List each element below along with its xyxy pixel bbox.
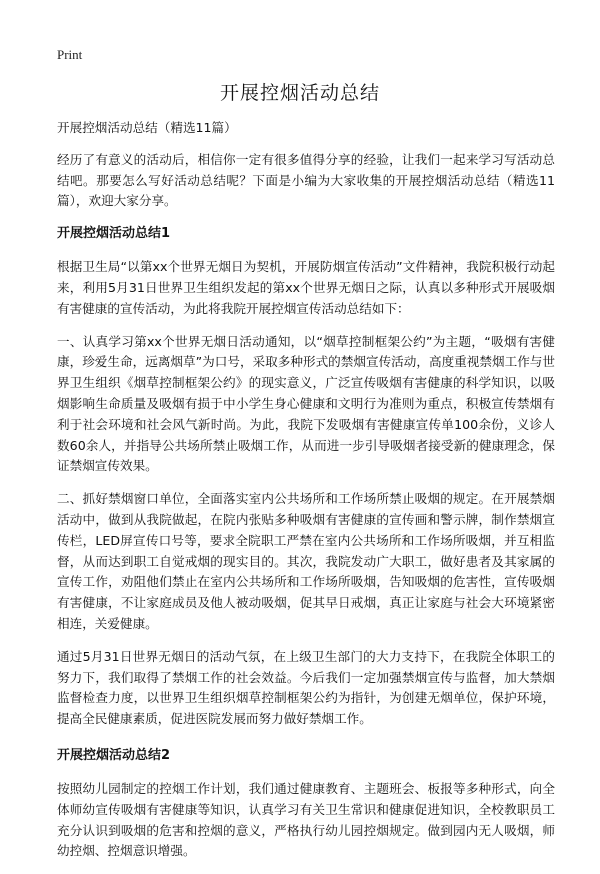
section-1-paragraph-2: 一、认真学习第xx个世界无烟日活动通知，以“烟草控制框架公约”为主题，“吸烟有害健康，珍爱生命，远离烟草”为口号，采取多种形式的禁烟宣传活动，高度重视禁烟工作与世界卫生组织《烟草控制框架公约》的现实意义，广泛宣传吸烟有害健康的科学知识，以吸烟影响生命质量及吸烟有损于中小学生身心健康和文明行为准则为重点，积极宣传禁烟有利于社会环境和社会风气新时尚。为此，我院下发吸烟有害健康宣传单100余份，义诊人数60余人，并指导公共场所禁止吸烟工作，从而进一步引导吸烟者接受新的健康理念，保证禁烟宣传效果。: [57, 333, 555, 474]
section-heading-1: 开展控烟活动总结1: [57, 226, 171, 242]
print-link[interactable]: Print: [57, 47, 83, 62]
page-title: 开展控烟活动总结: [219, 82, 380, 104]
section-2-paragraph-1: 按照幼儿园制定的控烟工作计划，我们通过健康教育、主题班会、板报等多种形式，向全体师幼宣传吸烟有害健康等知识，认真学习有关卫生常识和健康促进知识，全校教职员工充分认识到吸烟的危害和控烟的意义，严格执行幼儿园控烟规定。做到园内无人吸烟，师幼控烟、控烟意识增强。: [57, 780, 555, 859]
section-heading-2: 开展控烟活动总结2: [57, 747, 171, 763]
intro-paragraph: 经历了有意义的活动后，相信你一定有很多值得分享的经验，让我们一起来学习写活动总结吧。那要怎么写好活动总结呢？下面是小编为大家收集的开展控烟活动总结（精选11篇），欢迎大家分享。: [57, 151, 555, 209]
document-subtitle: 开展控烟活动总结（精选11篇）: [57, 120, 237, 135]
section-1-paragraph-4: 通过5月31日世界无烟日的活动气氛，在上级卫生部门的大力支持下，在我院全体职工的努力下，我们取得了禁烟工作的社会效益。今后我们一定加强禁烟宣传与监督，加大禁烟监督检查力度，以世界卫生组织烟草控制框架公约为指针，为创建无烟单位，保护环境，提高全民健康素质，促进医院发展而努力做好禁烟工作。: [57, 648, 555, 727]
section-1-paragraph-3: 二、抓好禁烟窗口单位，全面落实室内公共场所和工作场所禁止吸烟的规定。在开展禁烟活动中，做到从我院做起，在院内张贴多种吸烟有害健康的宣传画和警示牌，制作禁烟宣传栏，LED屏宣传口号等，要求全院职工严禁在室内公共场所和工作场所吸烟，并互相监督，从而达到职工自觉戒烟的现实目的。其次，我院发动广大职工，做好患者及其家属的宣传工作，劝阻他们禁止在室内公共场所和工作场所吸烟，告知吸烟的危害性，宣传吸烟有害健康，不让家庭成员及他人被动吸烟，促其早日戒烟，真正让家庭与社会大环境紧密相连，关爱健康。: [57, 491, 555, 631]
document-body: [57, 118, 555, 874]
section-1-paragraph-1: 根据卫生局“以第xx个世界无烟日为契机，开展防烟宣传活动”文件精神，我院积极行动起来，利用5月31日世界卫生组织发起的第xx个世界无烟日之际，认真以多种形式开展吸烟有害健康的宣传活动，为此将我院开展控烟宣传活动总结如下：: [57, 259, 555, 316]
